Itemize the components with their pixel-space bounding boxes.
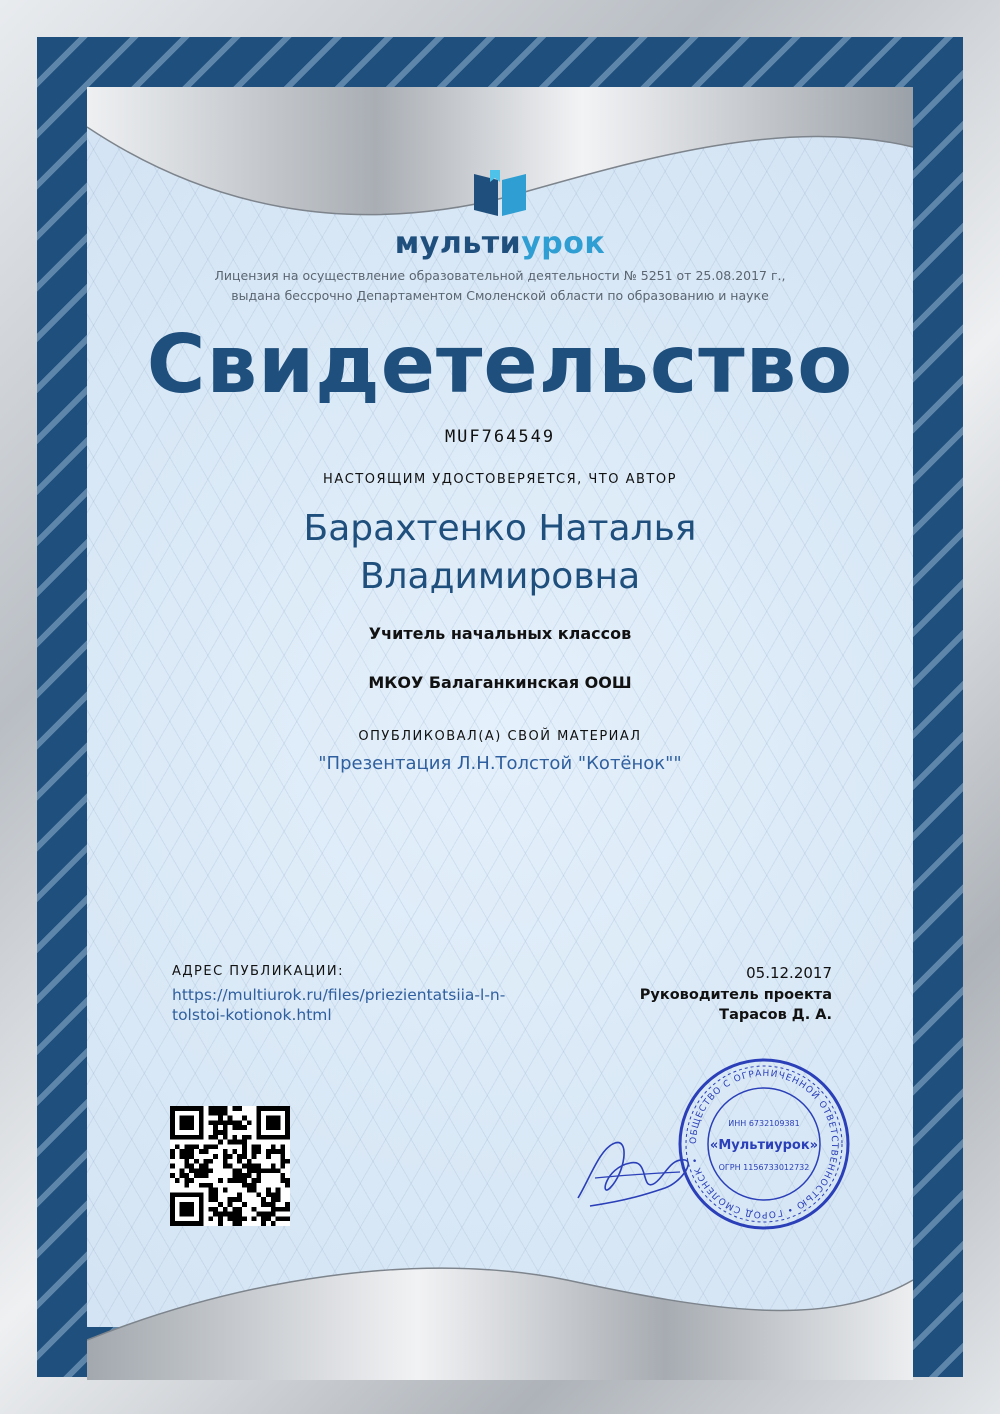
brand-part-2: урок bbox=[521, 226, 606, 261]
stamp-inn: ИНН 6732109381 bbox=[728, 1119, 800, 1128]
brand-part-1: мульти bbox=[394, 226, 522, 261]
stamp-ring-text: ОБЩЕСТВО С ОГРАНИЧЕННОЙ ОТВЕТСТВЕННОСТЬЮ • ГОРОД СМОЛЕНСК • bbox=[688, 1068, 840, 1220]
author-school: МКОУ Балаганкинская ООШ bbox=[368, 673, 632, 692]
official-stamp bbox=[676, 1056, 852, 1232]
material-title: "Презентация Л.Н.Толстой "Котёнок"" bbox=[318, 753, 682, 774]
project-head-role: Руководитель проекта bbox=[639, 987, 832, 1003]
silver-ribbon-bottom bbox=[87, 1220, 913, 1380]
author-position: Учитель начальных классов bbox=[368, 624, 632, 643]
qr-code[interactable] bbox=[170, 1106, 290, 1226]
published-text: ОПУБЛИКОВАЛ(А) СВОЙ МАТЕРИАЛ bbox=[358, 729, 642, 744]
project-head-name: Тарасов Д. А. bbox=[719, 1007, 832, 1023]
license-line-1: Лицензия на осуществление образовательной деятельности № 5251 от 25.08.2017 г., bbox=[214, 268, 786, 283]
certifies-text: НАСТОЯЩИМ УДОСТОВЕРЯЕТСЯ, ЧТО АВТОР bbox=[323, 472, 677, 487]
author-name-line-1: Барахтенко Наталья bbox=[303, 508, 697, 549]
stamp-center-name: «Мультиурок» bbox=[709, 1138, 819, 1153]
certificate-number: MUF764549 bbox=[444, 427, 556, 447]
certificate-title: Свидетельство bbox=[146, 318, 854, 411]
brand-name bbox=[0, 226, 1000, 261]
address-label: АДРЕС ПУБЛИКАЦИИ: bbox=[172, 964, 344, 979]
author-name-line-2: Владимировна bbox=[359, 556, 641, 597]
book-icon bbox=[470, 168, 530, 218]
stamp-ogrn: ОГРН 1156733012732 bbox=[718, 1163, 810, 1172]
license-line-2: выдана бессрочно Департаментом Смоленской области по образованию и науке bbox=[231, 288, 769, 303]
issue-date: 05.12.2017 bbox=[746, 964, 832, 982]
publication-link-line-1[interactable]: https://multiurok.ru/files/priezientatsiia-l-n- bbox=[172, 986, 506, 1004]
publication-link-line-2[interactable]: tolstoi-kotionok.html bbox=[172, 1006, 332, 1024]
